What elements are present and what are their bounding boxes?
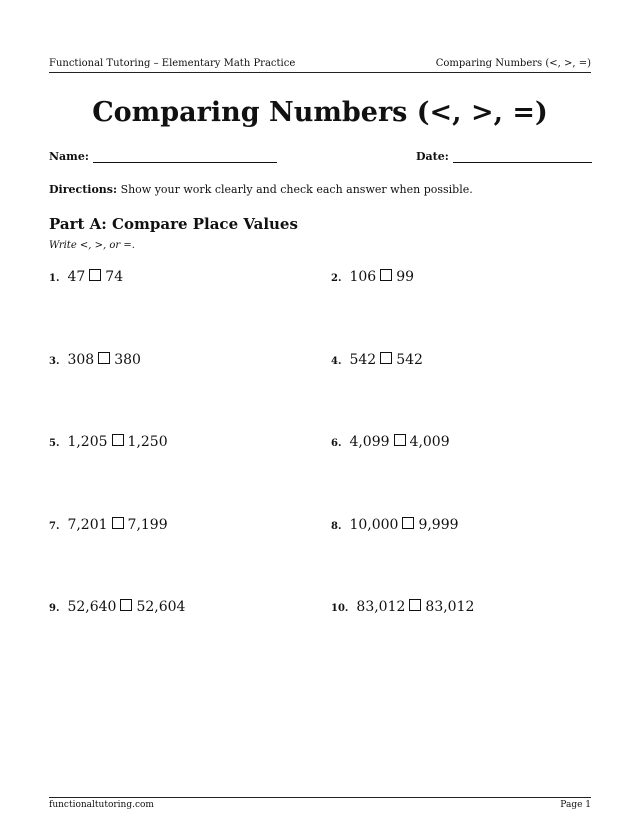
directions-label: Directions: [49,183,118,196]
problem-item [49,433,168,453]
problem-left-value: 10,000 [349,517,399,533]
problem-item [49,351,141,371]
problem-item [331,351,423,371]
problem-right-value: 4,009 [409,434,450,450]
problem-left-value: 1,205 [67,434,108,450]
problem-left-value: 106 [349,269,377,285]
problem-right-value: 542 [396,352,423,368]
problem-number: 3. [49,356,60,367]
problem-right-value: 380 [114,352,141,368]
problem-number: 6. [331,438,342,449]
problem-left-value: 52,640 [67,599,117,615]
problem-item [331,516,459,536]
date-blank[interactable] [453,152,592,163]
running-footer [49,800,591,811]
name-blank[interactable] [93,152,277,163]
problem-right-value: 83,012 [425,599,475,615]
problem-right-value: 74 [105,269,124,285]
problem-right-value: 1,250 [127,434,168,450]
footer-website[interactable]: functionaltutoring.com [49,800,154,810]
problem-item [331,598,474,618]
problem-number: 7. [49,521,60,532]
problem-item [49,268,123,288]
answer-box[interactable] [402,517,414,529]
problem-item [331,268,414,288]
answer-box[interactable] [112,517,124,529]
name-label: Name: [49,150,89,163]
problem-number: 2. [331,273,342,284]
part-a-title: Part A: Compare Place Values [49,215,298,233]
problem-number: 4. [331,356,342,367]
problem-right-value: 7,199 [127,517,168,533]
problem-number: 5. [49,438,60,449]
answer-box[interactable] [394,434,406,446]
date-field [416,150,592,163]
page-number: Page 1 [560,800,591,810]
problem-right-value: 9,999 [418,517,459,533]
problem-number: 1. [49,273,60,284]
answer-box[interactable] [120,599,132,611]
problem-left-value: 7,201 [67,517,108,533]
problem-right-value: 99 [396,269,415,285]
date-label: Date: [416,150,449,163]
problem-item [49,598,185,618]
answer-box[interactable] [409,599,421,611]
answer-box[interactable] [89,269,101,281]
answer-box[interactable] [112,434,124,446]
problem-item [49,516,168,536]
answer-box[interactable] [380,269,392,281]
header-rule [49,72,591,73]
header-right: Comparing Numbers (<, >, =) [435,58,591,69]
problem-left-value: 4,099 [349,434,390,450]
directions-text: Show your work clearly and check each answer when possible. [120,183,473,196]
part-a-instruction: Write <, >, or =. [49,240,135,251]
problem-right-value: 52,604 [136,599,186,615]
problem-left-value: 47 [67,269,86,285]
answer-box[interactable] [380,352,392,364]
directions [49,183,473,197]
name-field [49,150,277,163]
footer-rule [49,797,591,798]
header-left: Functional Tutoring – Elementary Math Practice [49,58,296,69]
problem-number: 9. [49,603,60,614]
problem-left-value: 83,012 [356,599,406,615]
running-header [49,58,591,70]
problem-left-value: 308 [67,352,95,368]
problem-item [331,433,450,453]
problem-left-value: 542 [349,352,377,368]
answer-box[interactable] [98,352,110,364]
problem-number: 8. [331,521,342,532]
problem-number: 10. [331,603,349,614]
page-title: Comparing Numbers (<, >, =) [92,97,548,128]
